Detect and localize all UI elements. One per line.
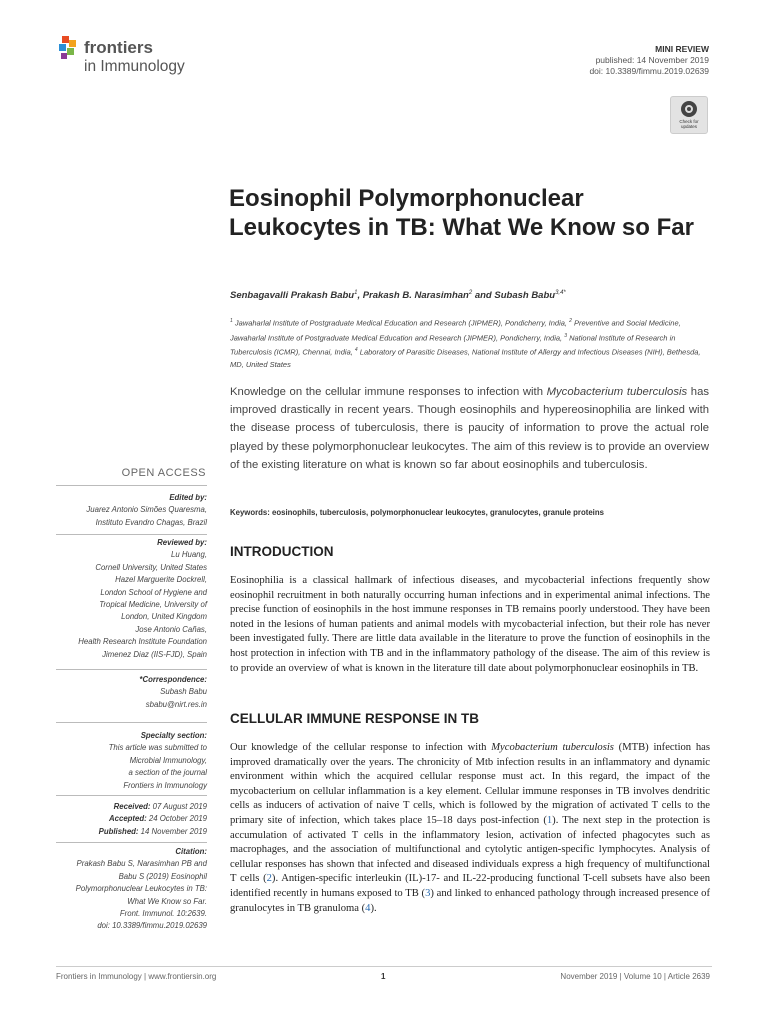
section-heading-cellular: CELLULAR IMMUNE RESPONSE IN TB xyxy=(230,711,480,726)
sidebar-divider xyxy=(56,722,207,723)
sidebar-divider xyxy=(56,795,207,796)
brand-name: frontiers xyxy=(84,38,153,57)
published-date: published: 14 November 2019 xyxy=(595,55,709,65)
introduction-text: Eosinophilia is a classical hallmark of infectious diseases, and mycobacterial infections frequently show eosinophil recruitment in both naturally occurring human infections and in experimental animal infections. The precise function of eosinophils in the host immune responses in TB remains poorly understood. They have been noted in the lesions of human patients and animal models with mycobacterial infection, but their role has never been investigated fully. There are little data available in the literature to prove the function of eosinophils in the host protection in infection with TB and in the inflammatory pathology of the disease. The aim of this review is to provide an overview of what is known in the literature till date about polymorphonuclear eosinophils in TB. xyxy=(230,575,710,674)
section-heading-introduction: INTRODUCTION xyxy=(230,544,334,559)
author-name[interactable]: Subash Babu xyxy=(494,290,556,302)
article-type: MINI REVIEW xyxy=(655,44,709,54)
affiliations: $^1$ Jawaharlal Institute of Postgraduate Medical Education and Research (JIPMER), Pondicherry, India, $^2$ Preventive and Social Medicine, Jawaharlal Institute of Postgraduate Medical Education and Research (JIPMER), Pondicherry, India, $^3$ National Institute of Research in Tuberculosis (ICMR), Chennai, India, $^4$ Laboratory of Parasitic Diseases, National Institute of Allergy and Infectious Diseases (NIH), Bethesda, MD, United States xyxy=(230,318,701,369)
reference-link[interactable]: 4 xyxy=(365,902,371,914)
sidebar-divider xyxy=(56,485,207,486)
journal-name: in Immunology xyxy=(84,58,185,75)
author-list xyxy=(230,290,566,301)
frontiers-logo-icon xyxy=(56,34,82,62)
citation: Citation: Prakash Babu S, Narasimhan PB and Babu S (2019) Eosinophil Polymorphonuclear Leukocytes in TB: What We Know so Far. Front. Immunol. 10:2639. doi: 10.3389/fimmu.2019.02639 xyxy=(76,846,207,933)
author-affil-sup: 1 xyxy=(354,290,358,296)
footer-issue-info: November 2019 | Volume 10 | Article 2639 xyxy=(560,972,710,981)
author-separator: , xyxy=(357,290,363,302)
author-separator: and xyxy=(472,290,495,302)
correspondence-email[interactable]: sbabu@nirt.res.in xyxy=(145,699,207,709)
author-name[interactable]: Prakash B. Narasimhan xyxy=(362,290,469,302)
keywords: Keywords: eosinophils, tuberculosis, polymorphonuclear leukocytes, granulocytes, granule proteins xyxy=(230,508,604,517)
check-updates-label: Check for updates xyxy=(679,119,699,129)
dates: Received: 07 August 2019 Accepted: 24 October 2019 Published: 14 November 2019 xyxy=(98,802,207,836)
article-meta xyxy=(589,44,709,77)
sidebar-divider xyxy=(56,669,207,670)
page-number: 1 xyxy=(381,972,386,981)
reviewed-by: Reviewed by: Lu Huang, Cornell University, United States Hazel Marguerite Dockrell, London School of Hygiene and Tropical Medicine, University of London, United Kingdom Jose Antonio Cañas, Health Research Institute Foundation Jimenez Diaz (IIS-FJD), Spain xyxy=(78,538,207,659)
article-title: Eosinophil Polymorphonuclear Leukocytes in TB: What We Know so Far xyxy=(229,185,694,241)
reference-link[interactable]: 1 xyxy=(546,814,553,826)
footer-divider xyxy=(56,966,712,967)
check-for-updates-button[interactable] xyxy=(670,96,708,134)
open-access-label: OPEN ACCESS xyxy=(121,467,206,479)
sidebar-divider xyxy=(56,534,207,535)
author-affil-sup: 3,4* xyxy=(555,290,566,296)
specialty-section: Specialty section: This article was submitted to Microbial Immunology, a section of the journal Frontiers in Immunology xyxy=(108,731,207,790)
cellular-text: Our knowledge of the cellular response to infection with Mycobacterium tuberculosis (MTB) infection has improved dramatically over the years. The chronicity of Mtb infection results in an inflammatory and dynamic environment within which the acquired cellular response must act. In this regard, the impact of the mycobacterium on cellular inflammation is a key element. Cellular immune responses in TB involves dendritic cells as inducers of activation of naive T cells, which is followed by the migration of activated T cells to the primary site of infection, which takes place 15–18 days post-infection (1). The next step in the protection is accumulation of activated T cells in the inflammatory lesion, activation of infected phagocytes such as macrophages, and the association of multifunctional and cytolytic antigen-specific lymphocytes. Analysis of cellular responses has shown that infected and diseased individuals express a high frequency of multifunctional T cells (2). Antigen-specific interleukin (IL)-17- and IL-22-producing functional T-cell subsets have also been identified recently in humans exposed to TB (3) and linked to enhanced pathology through increased presence of granulocytes in TB granuloma (4). xyxy=(230,742,710,914)
reference-link[interactable]: 3 xyxy=(425,887,431,899)
citation-doi[interactable]: doi: 10.3389/fimmu.2019.02639 xyxy=(97,921,207,931)
correspondence: *Correspondence: Subash Babu sbabu@nirt.res.in xyxy=(139,674,207,711)
author-affil-sup: 2 xyxy=(468,290,473,296)
header-doi[interactable]: doi: 10.3389/fimmu.2019.02639 xyxy=(589,66,709,76)
check-updates-icon xyxy=(681,101,697,117)
journal-logo[interactable] xyxy=(56,34,216,78)
author-name[interactable]: Senbagavalli Prakash Babu xyxy=(230,290,355,302)
footer-journal-link[interactable]: Frontiers in Immunology | www.frontiersin.org xyxy=(56,972,217,981)
edited-by: Edited by: Juarez Antonio Simões Quaresma, Instituto Evandro Chagas, Brazil xyxy=(86,493,207,527)
sidebar-divider xyxy=(56,842,207,843)
abstract: Knowledge on the cellular immune responses to infection with Mycobacterium tuberculosis has improved drastically in recent years. Though eosinophils and hypereosinophilia are linked with the disease process of tuberculosis, there is paucity of information to prove the actual role played by these polymorphonuclear leukocytes. The aim of this review is to provide an overview of the existing literature on what is known so far about eosinophils and tuberculosis. xyxy=(230,386,709,471)
reference-link[interactable]: 2 xyxy=(266,873,272,885)
